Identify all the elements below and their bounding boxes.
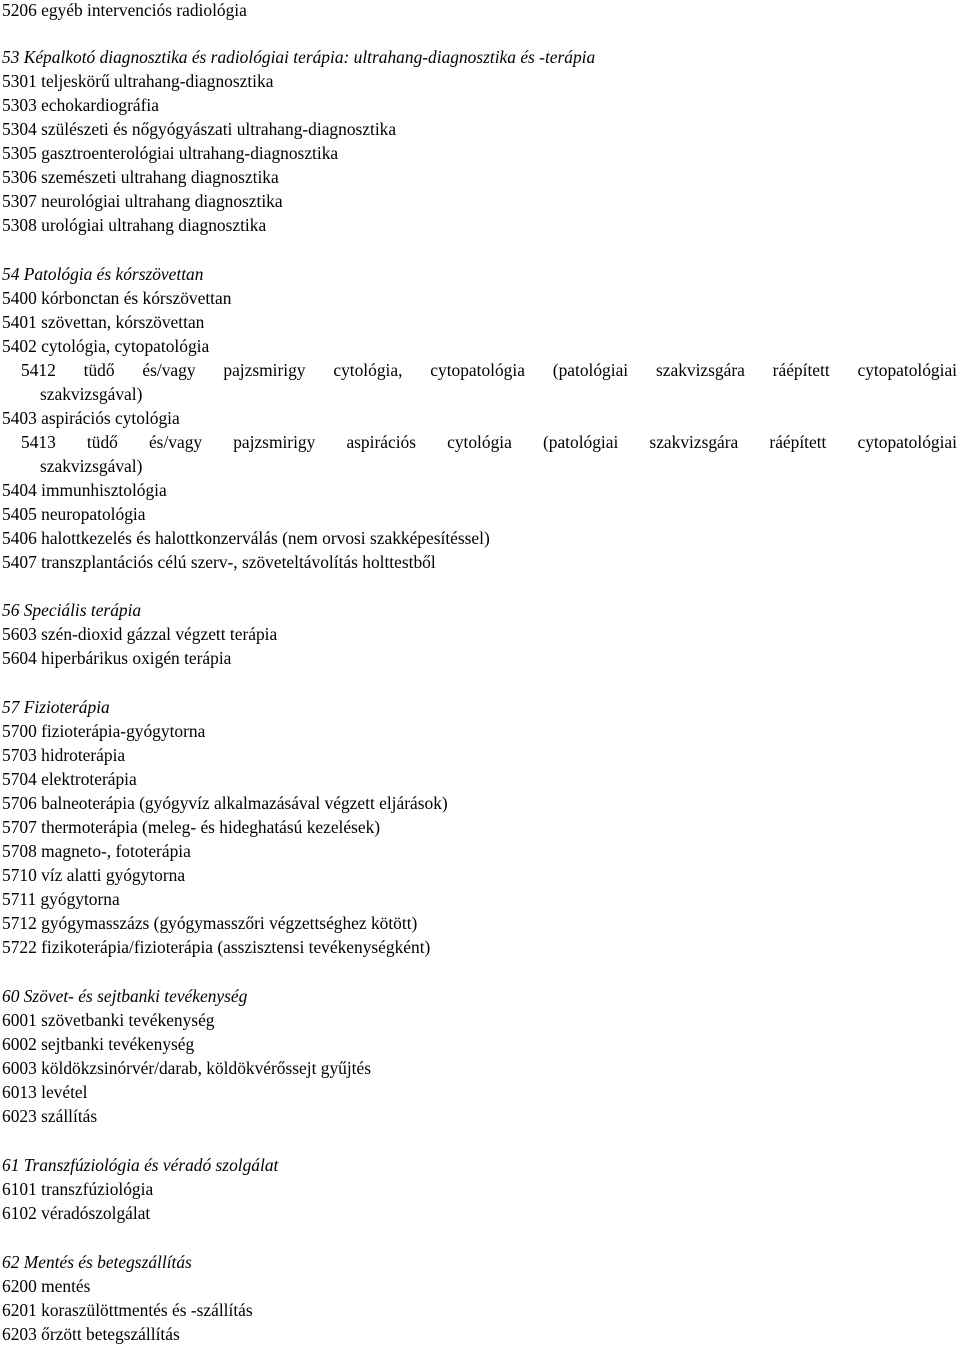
list-item: 6102 véradószolgálat (2, 1203, 151, 1223)
list-item: 5603 szén-dioxid gázzal végzett terápia (2, 624, 278, 644)
list-item: 5404 immunhisztológia (2, 480, 167, 500)
list-item: 5401 szövettan, kórszövettan (2, 312, 205, 332)
list-item: 5206 egyéb intervenciós radiológia (2, 0, 247, 20)
list-item: 5305 gasztroenterológiai ultrahang-diagnosztika (2, 143, 339, 163)
list-item: 6002 sejtbanki tevékenység (2, 1034, 195, 1054)
list-item: 6013 levétel (2, 1082, 88, 1102)
list-item: 5707 thermoterápia (meleg- és hideghatású kezelések) (2, 817, 381, 837)
section-heading: 61 Transzfúziológia és véradó szolgálat (2, 1155, 279, 1175)
section-heading: 57 Fizioterápia (2, 697, 110, 717)
sub-list-item-continuation: szakvizsgával) (40, 384, 143, 404)
section-heading: 56 Speciális terápia (2, 600, 142, 620)
list-item: 5703 hidroterápia (2, 745, 126, 765)
list-item: 6023 szállítás (2, 1106, 98, 1126)
sub-list-item-continuation: szakvizsgával) (40, 456, 143, 476)
list-item: 6003 köldökzsinórvér/darab, köldökvérőssejt gyűjtés (2, 1058, 371, 1078)
list-item: 6201 koraszülöttmentés és -szállítás (2, 1300, 253, 1320)
section-heading: 62 Mentés és betegszállítás (2, 1252, 192, 1272)
list-item: 5704 elektroterápia (2, 769, 137, 789)
list-item: 5304 szülészeti és nőgyógyászati ultrahang-diagnosztika (2, 119, 397, 139)
list-item: 5301 teljeskörű ultrahang-diagnosztika (2, 71, 274, 91)
sub-list-item: 5413 tüdő és/vagy pajzsmirigy aspirációs cytológia (patológiai szakvizsgára ráépített cytopatológiai (21, 432, 957, 452)
section-heading: 53 Képalkotó diagnosztika és radiológiai terápia: ultrahang-diagnosztika és -terápia (2, 47, 596, 67)
list-item: 5306 szemészeti ultrahang diagnosztika (2, 167, 279, 187)
list-item: 5406 halottkezelés és halottkonzerválás (nem orvosi szakképesítéssel) (2, 528, 490, 548)
list-item: 6203 őrzött betegszállítás (2, 1324, 180, 1344)
list-item: 5405 neuropatológia (2, 504, 146, 524)
list-item: 5407 transzplantációs célú szerv-, szöveteltávolítás holttestből (2, 552, 436, 572)
list-item: 5706 balneoterápia (gyógyvíz alkalmazásával végzett eljárások) (2, 793, 448, 813)
list-item: 5308 urológiai ultrahang diagnosztika (2, 215, 267, 235)
section-heading: 60 Szövet- és sejtbanki tevékenység (2, 986, 248, 1006)
list-item: 6200 mentés (2, 1276, 91, 1296)
list-item: 5722 fizikoterápia/fizioterápia (asszisztensi tevékenységként) (2, 937, 431, 957)
list-item: 5402 cytológia, cytopatológia (2, 336, 210, 356)
section-heading: 54 Patológia és kórszövettan (2, 264, 204, 284)
list-item: 6001 szövetbanki tevékenység (2, 1010, 215, 1030)
list-item: 5700 fizioterápia-gyógytorna (2, 721, 206, 741)
list-item: 5711 gyógytorna (2, 889, 120, 909)
list-item: 6101 transzfúziológia (2, 1179, 154, 1199)
list-item: 5400 kórbonctan és kórszövettan (2, 288, 232, 308)
list-item: 5403 aspirációs cytológia (2, 408, 180, 428)
list-item: 5307 neurológiai ultrahang diagnosztika (2, 191, 283, 211)
list-item: 5710 víz alatti gyógytorna (2, 865, 186, 885)
list-item: 5708 magneto-, fototerápia (2, 841, 191, 861)
list-item: 5604 hiperbárikus oxigén terápia (2, 648, 232, 668)
list-item: 5303 echokardiográfia (2, 95, 159, 115)
sub-list-item: 5412 tüdő és/vagy pajzsmirigy cytológia, cytopatológia (patológiai szakvizsgára ráépített cytopatológiai (21, 360, 957, 380)
list-item: 5712 gyógymasszázs (gyógymasszőri végzettséghez kötött) (2, 913, 418, 933)
